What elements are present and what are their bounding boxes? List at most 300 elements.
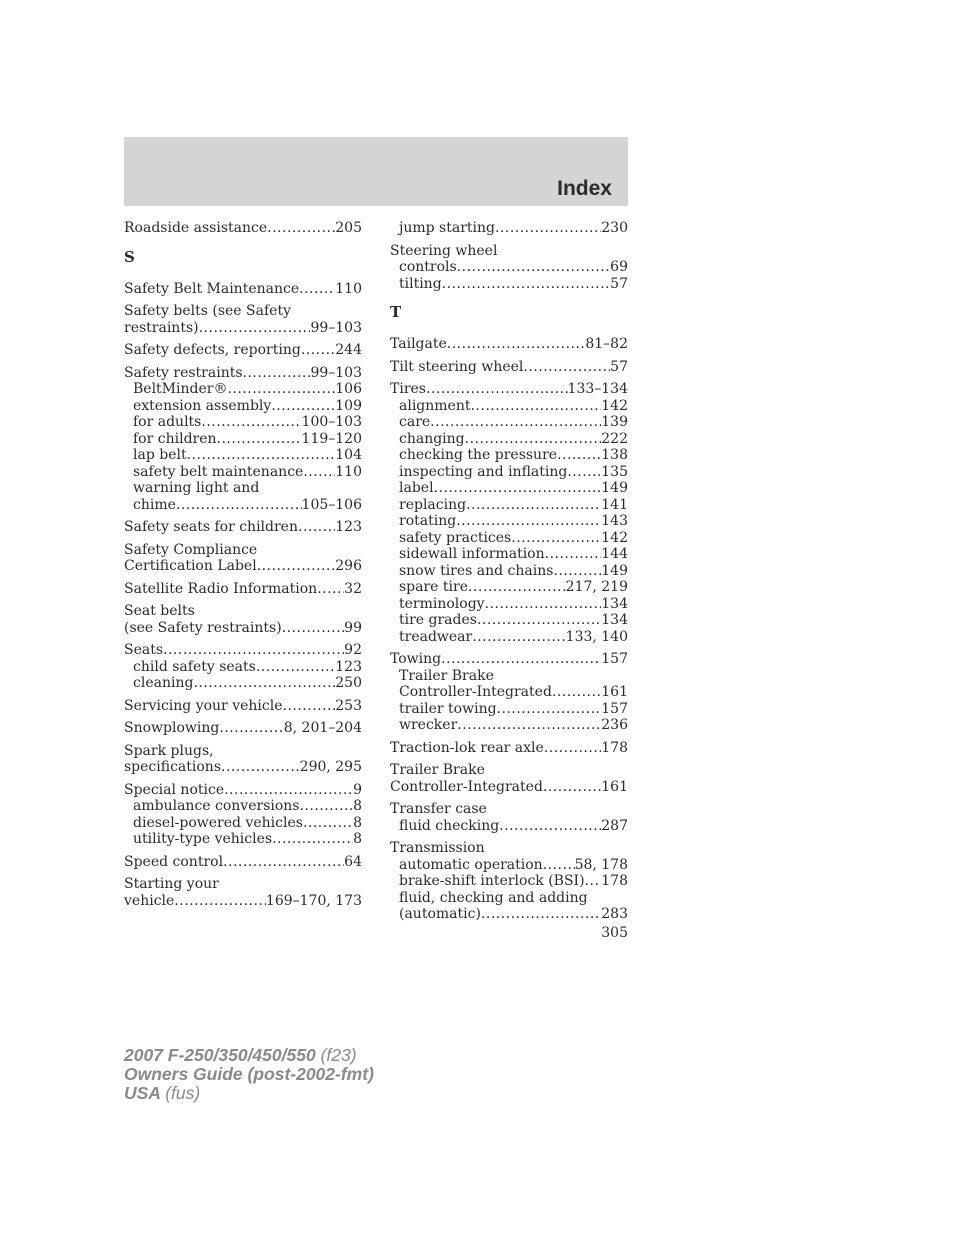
index-term: Starting your [124, 876, 219, 892]
index-term: Safety Compliance [124, 541, 258, 558]
index-term: tire grades [399, 612, 477, 628]
index-term: Satellite Radio Information [124, 580, 318, 597]
index-term: label [399, 480, 434, 496]
index-column-right [390, 220, 628, 929]
index-subentry [390, 464, 628, 481]
index-subentry [390, 717, 628, 734]
index-entry-line [124, 281, 362, 298]
dot-leader [199, 320, 311, 337]
dot-leader [499, 818, 601, 835]
index-entry-line [390, 779, 628, 796]
index-subentry [124, 798, 362, 815]
index-page-ref: 110 [335, 280, 362, 297]
index-entry-line [390, 740, 628, 757]
dot-leader [465, 431, 602, 448]
index-entry [390, 359, 628, 376]
index-term: safety belt maintenance [133, 463, 304, 480]
index-entry [390, 740, 628, 757]
index-term: (automatic) [399, 906, 481, 922]
index-page-ref: 217, 219 [565, 579, 628, 595]
index-page-ref: 8 [353, 814, 362, 831]
dot-leader [567, 464, 601, 481]
index-page-ref: 290, 295 [299, 759, 362, 775]
index-term: Seats [124, 642, 164, 658]
index-subentry [390, 668, 628, 685]
index-subentry [390, 546, 628, 563]
dot-leader [271, 398, 335, 415]
index-term: treadwear [399, 628, 473, 645]
dot-leader [174, 893, 266, 910]
index-page-ref: 205 [335, 220, 362, 236]
dot-leader [441, 651, 601, 668]
index-subentry [124, 398, 362, 415]
dot-leader [299, 798, 353, 815]
index-page-ref: 142 [601, 397, 628, 414]
index-subentry [124, 815, 362, 832]
index-entry [124, 782, 362, 848]
footer-market-code: (fus) [165, 1083, 201, 1103]
index-page-ref: 105–106 [301, 496, 362, 513]
index-term: Safety defects, reporting [124, 342, 301, 358]
index-subentry [390, 579, 628, 596]
dot-leader [219, 720, 283, 737]
index-entry-line [124, 558, 362, 575]
index-term: Spark plugs, [124, 742, 214, 759]
index-section-letter: S [124, 247, 135, 266]
index-term: Safety belts (see Safety [124, 303, 291, 319]
index-entry-line [124, 519, 362, 536]
index-term: Controller-Integrated [390, 778, 543, 795]
index-subentry [390, 259, 628, 276]
index-page-ref: 283 [601, 906, 628, 922]
index-page-ref: 178 [601, 739, 628, 756]
dot-leader [543, 857, 575, 874]
dot-leader [457, 717, 601, 734]
dot-leader [497, 701, 602, 718]
index-term: inspecting and inflating [399, 463, 568, 480]
index-term: Tailgate [390, 336, 447, 352]
index-entry-line [124, 743, 362, 760]
index-term: Trailer Brake [390, 762, 485, 778]
index-term: brake-shift interlock (BSI) [399, 873, 585, 889]
index-subentry [390, 447, 628, 464]
index-entry [124, 342, 362, 359]
index-term: vehicle [124, 892, 175, 909]
index-page-ref: 99–103 [310, 319, 362, 336]
footer-model: 2007 F-250/350/450/550 [124, 1045, 316, 1065]
dot-leader [470, 398, 601, 415]
dot-leader [481, 906, 601, 923]
dot-leader [298, 519, 335, 536]
index-page-ref: 57 [610, 275, 628, 292]
index-entry-line [390, 243, 628, 260]
index-term: Roadside assistance [124, 220, 268, 236]
index-page-ref: 81–82 [585, 336, 628, 352]
index-page-ref: 119–120 [301, 430, 362, 447]
dot-leader [257, 558, 336, 575]
index-subentry [390, 276, 628, 293]
dot-leader [543, 779, 601, 796]
index-term: wrecker [399, 717, 458, 733]
index-entry-line [124, 620, 362, 637]
dot-leader [317, 581, 344, 598]
index-subentry [390, 873, 628, 890]
index-subentry [124, 431, 362, 448]
index-entry-line [124, 320, 362, 337]
index-term: for children [133, 430, 217, 447]
index-page-ref: 109 [335, 397, 362, 414]
index-term: warning light and [133, 480, 260, 496]
index-page-ref: 133–134 [567, 381, 628, 397]
index-subentry [390, 612, 628, 629]
dot-leader [267, 220, 335, 237]
dot-leader [224, 782, 353, 799]
index-entry-line [124, 893, 362, 910]
index-term: tilting [399, 275, 442, 292]
index-term: spare tire [399, 579, 469, 595]
index-term: Transfer case [390, 801, 487, 817]
index-entry-line [390, 801, 628, 818]
dot-leader [585, 873, 602, 890]
index-subentry [390, 906, 628, 923]
index-term: specifications [124, 759, 222, 775]
dot-leader [282, 620, 345, 637]
dot-leader [553, 563, 601, 580]
index-term: trailer towing [399, 700, 497, 717]
index-term: terminology [399, 595, 485, 612]
index-subentry [390, 890, 628, 907]
dot-leader [442, 276, 611, 293]
index-subentry [390, 530, 628, 547]
index-page-ref: 133, 140 [565, 628, 628, 645]
index-page-ref: 161 [601, 684, 628, 700]
index-subentry [390, 563, 628, 580]
footer-guide: Owners Guide (post-2002-fmt) [124, 1064, 374, 1084]
index-subentry [124, 480, 362, 497]
dot-leader [485, 596, 602, 613]
index-subentry [124, 381, 362, 398]
index-entry [390, 762, 628, 795]
index-term: BeltMinder® [133, 381, 228, 397]
index-entry-line [124, 876, 362, 893]
footer-line-market [124, 1084, 374, 1103]
index-page-ref: 106 [335, 381, 362, 397]
index-term: replacing [399, 496, 467, 513]
index-entry [390, 651, 628, 734]
dot-leader [447, 336, 586, 353]
dot-leader [243, 365, 311, 382]
index-term: Tires [390, 381, 426, 397]
index-entry [124, 720, 362, 737]
index-page-ref: 149 [601, 480, 628, 496]
index-page-ref: 92 [344, 642, 362, 658]
index-term: Certification Label [124, 558, 257, 574]
index-entry-line [390, 840, 628, 857]
index-entry [390, 801, 628, 834]
index-entry [390, 220, 628, 237]
index-page-ref: 8, 201–204 [283, 720, 362, 736]
index-page-ref: 32 [344, 580, 362, 597]
index-entry [124, 854, 362, 871]
index-page-ref: 169–170, 173 [265, 892, 362, 909]
index-page-ref: 57 [610, 358, 628, 375]
index-entry-line [124, 303, 362, 320]
index-subentry [124, 831, 362, 848]
page-number: 305 [601, 925, 628, 941]
index-page-ref: 99 [344, 619, 362, 636]
index-subentry [124, 497, 362, 514]
index-term: Speed control [124, 853, 224, 870]
index-page-ref: 250 [335, 675, 362, 691]
index-subentry [390, 414, 628, 431]
index-term: diesel-powered vehicles [133, 814, 303, 831]
index-entry [124, 581, 362, 598]
index-term: Tilt steering wheel [390, 358, 524, 375]
index-term: alignment [399, 397, 471, 414]
index-entry-line [124, 342, 362, 359]
index-subentry [390, 818, 628, 835]
index-term: automatic operation [399, 856, 543, 873]
index-page-ref: 8 [353, 798, 362, 814]
index-page-ref: 143 [601, 513, 628, 529]
dot-leader [187, 447, 336, 464]
dot-leader [511, 530, 601, 547]
page-title: Index [557, 177, 612, 200]
index-entry-line [390, 651, 628, 668]
index-term: Towing [390, 651, 442, 667]
index-entry [124, 876, 362, 909]
index-term: Traction-lok rear axle [390, 739, 544, 756]
footer-line-model [124, 1046, 374, 1065]
index-subentry [124, 675, 362, 692]
document-footer [124, 1046, 374, 1103]
index-subentry [124, 414, 362, 431]
index-subentry [124, 447, 362, 464]
index-subentry [390, 431, 628, 448]
index-term: jump starting [399, 220, 495, 236]
dot-leader [545, 546, 602, 563]
dot-leader [303, 464, 335, 481]
dot-leader [477, 612, 601, 629]
index-subentry [390, 480, 628, 497]
index-term: Safety seats for children [124, 519, 298, 535]
index-subentry [124, 659, 362, 676]
index-page-ref: 142 [601, 529, 628, 546]
index-page-ref: 236 [601, 717, 628, 733]
index-page-ref: 8 [353, 831, 362, 847]
index-page-ref: 157 [601, 700, 628, 717]
index-entry-line [124, 220, 362, 237]
index-page-ref: 104 [335, 447, 362, 463]
index-term: Servicing your vehicle [124, 697, 283, 714]
index-term: Controller-Integrated [399, 684, 552, 700]
index-page-ref: 161 [601, 778, 628, 795]
index-page-ref: 135 [601, 463, 628, 480]
dot-leader [523, 359, 610, 376]
index-entry [390, 243, 628, 293]
index-term: Trailer Brake [399, 667, 494, 684]
index-term: chime [133, 496, 176, 513]
index-entry-line [124, 698, 362, 715]
dot-leader [193, 675, 335, 692]
index-subentry [124, 464, 362, 481]
index-term: extension assembly [133, 397, 272, 414]
index-term: changing [399, 430, 465, 447]
dot-leader [301, 342, 335, 359]
index-entry-line [390, 762, 628, 779]
index-term: Steering wheel [390, 242, 498, 259]
index-term: Safety Belt Maintenance [124, 280, 300, 297]
index-page-ref: 69 [610, 259, 628, 275]
index-term: checking the pressure [399, 447, 558, 463]
dot-leader [434, 480, 602, 497]
dot-leader [163, 642, 344, 659]
dot-leader [227, 381, 335, 398]
index-entry-line [124, 603, 362, 620]
index-page-ref: 110 [335, 463, 362, 480]
index-entry-line [124, 720, 362, 737]
index-subentry [390, 220, 628, 237]
index-page-ref: 123 [335, 519, 362, 535]
dot-leader [468, 579, 566, 596]
header-band [124, 137, 628, 206]
index-entry [390, 381, 628, 645]
index-entry-line [124, 759, 362, 776]
index-subentry [390, 857, 628, 874]
dot-leader [544, 740, 601, 757]
index-term: care [399, 414, 431, 430]
index-term: controls [399, 259, 457, 275]
index-subentry [390, 513, 628, 530]
dot-leader [303, 815, 353, 832]
dot-leader [201, 414, 301, 431]
index-page-ref: 64 [344, 853, 362, 870]
index-entry-line [124, 854, 362, 871]
index-term: Transmission [390, 840, 485, 856]
dot-leader [495, 220, 601, 237]
index-entry-line [124, 782, 362, 799]
index-page-ref: 141 [601, 496, 628, 513]
index-entry [124, 642, 362, 692]
footer-line-guide [124, 1065, 374, 1084]
index-entry [124, 519, 362, 536]
dot-leader [456, 513, 601, 530]
index-page-ref: 134 [601, 595, 628, 612]
index-entry-line [390, 336, 628, 353]
index-page-ref: 58, 178 [574, 856, 628, 873]
index-entry [124, 281, 362, 298]
dot-leader [217, 431, 302, 448]
index-subentry [390, 398, 628, 415]
index-entry-line [390, 359, 628, 376]
index-subentry [390, 701, 628, 718]
index-page-ref: 123 [335, 658, 362, 675]
index-entry [124, 603, 362, 636]
index-entry [390, 336, 628, 353]
index-page-ref: 222 [601, 430, 628, 447]
index-section-letter: T [390, 303, 402, 321]
dot-leader [472, 629, 565, 646]
index-page-ref: 244 [335, 342, 362, 358]
dot-leader [299, 281, 335, 298]
index-entry-line [124, 365, 362, 382]
index-term: snow tires and chains [399, 562, 554, 579]
index-term: fluid checking [399, 817, 500, 834]
index-page-ref: 253 [335, 697, 362, 714]
index-entry-line [124, 581, 362, 598]
dot-leader [283, 698, 336, 715]
index-term: cleaning [133, 675, 194, 691]
dot-leader [256, 659, 335, 676]
index-entry-line [390, 381, 628, 398]
dot-leader [223, 854, 344, 871]
dot-leader [466, 497, 601, 514]
footer-model-code: (f23) [320, 1045, 357, 1065]
index-term: fluid, checking and adding [399, 889, 588, 906]
index-term: restraints) [124, 319, 199, 336]
index-page-ref: 144 [601, 546, 628, 562]
index-page-ref: 138 [601, 447, 628, 463]
index-page-ref: 139 [601, 414, 628, 430]
index-page-ref: 287 [601, 817, 628, 834]
dot-leader [457, 259, 610, 276]
index-entry-line [124, 542, 362, 559]
index-term: safety practices [399, 529, 512, 546]
index-page-ref: 296 [335, 558, 362, 574]
index-term: Special notice [124, 781, 225, 798]
index-entry [124, 542, 362, 575]
index-term: (see Safety restraints) [124, 619, 282, 636]
index-column-left [124, 220, 362, 915]
footer-market: USA [124, 1083, 161, 1103]
index-term: ambulance conversions [133, 798, 300, 814]
index-entry [124, 220, 362, 237]
index-page-ref: 9 [353, 781, 362, 798]
index-page-ref: 178 [601, 873, 628, 889]
index-term: utility-type vehicles [133, 831, 273, 847]
index-term: Safety restraints [124, 364, 243, 381]
index-page-ref: 149 [601, 562, 628, 579]
index-subentry [390, 629, 628, 646]
index-page-ref: 134 [601, 612, 628, 628]
index-entry [124, 303, 362, 336]
dot-leader [552, 684, 601, 701]
dot-leader [426, 381, 568, 398]
index-entry [390, 840, 628, 923]
index-term: for adults [133, 414, 202, 430]
index-term: lap belt [133, 447, 187, 463]
index-entry [124, 743, 362, 776]
dot-leader [557, 447, 601, 464]
dot-leader [176, 497, 302, 514]
index-entry [124, 365, 362, 514]
index-page-ref: 100–103 [301, 414, 362, 430]
index-page-ref: 99–103 [310, 364, 362, 381]
dot-leader [272, 831, 353, 848]
index-page-ref: 230 [601, 220, 628, 236]
index-term: sidewall information [399, 546, 545, 562]
index-term: Seat belts [124, 603, 195, 619]
index-entry-line [124, 642, 362, 659]
index-term: rotating [399, 513, 457, 529]
index-subentry [390, 596, 628, 613]
index-entry [124, 698, 362, 715]
index-subentry [390, 497, 628, 514]
index-subentry [390, 684, 628, 701]
index-page-ref: 157 [601, 651, 628, 667]
index-term: child safety seats [133, 658, 256, 675]
dot-leader [430, 414, 601, 431]
